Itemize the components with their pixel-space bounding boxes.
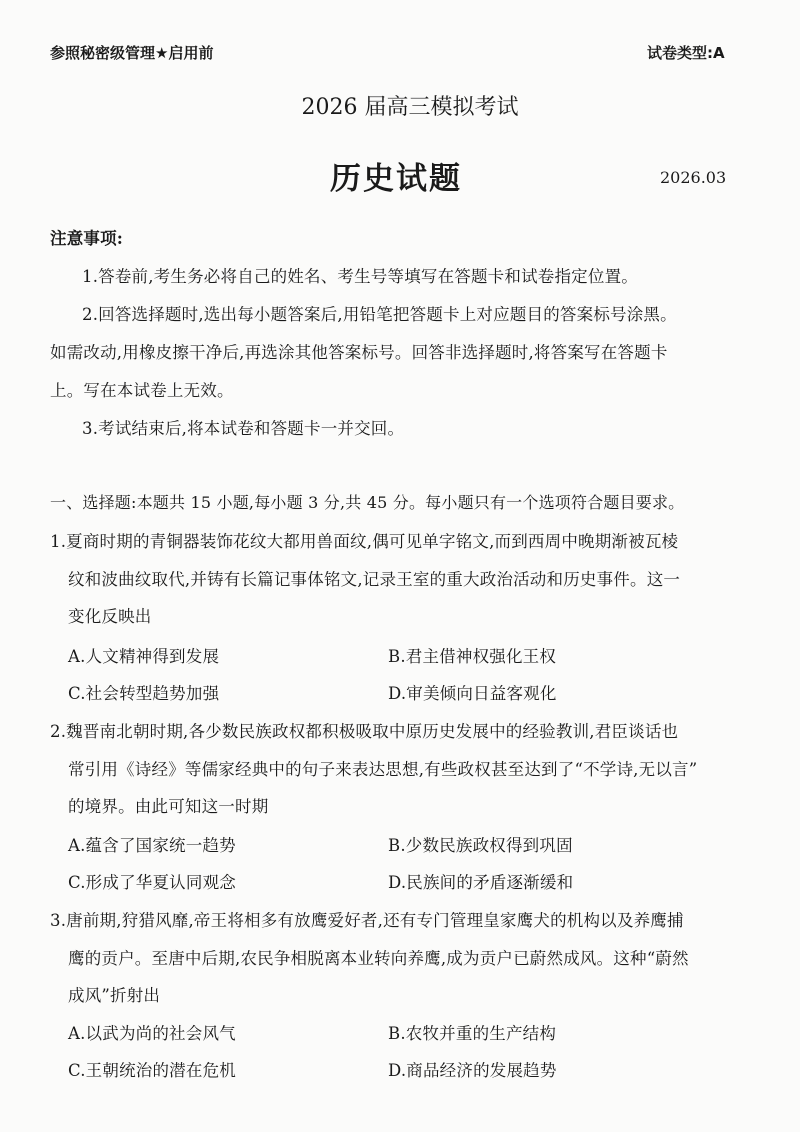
- question-stem-line: 成风”折射出: [68, 986, 161, 1005]
- option-c: C.社会转型趋势加强: [68, 684, 220, 703]
- option-d: D.商品经济的发展趋势: [388, 1061, 557, 1080]
- section-title: 一、选择题:本题共 15 小题,每小题 3 分,共 45 分。每小题只有一个选项符合题目要求。: [50, 493, 685, 512]
- notes-heading: 注意事项:: [50, 229, 124, 248]
- subject-title: 历史试题: [330, 161, 462, 197]
- exam-date: 2026.03: [660, 168, 727, 187]
- exam-name: 2026 届高三模拟考试: [301, 95, 519, 120]
- option-c: C.形成了华夏认同观念: [68, 873, 236, 892]
- note-line: 1.答卷前,考生务必将自己的姓名、考生号等填写在答题卡和试卷指定位置。: [82, 267, 638, 286]
- option-b: B.少数民族政权得到巩固: [388, 836, 573, 855]
- option-b: B.君主借神权强化王权: [388, 647, 557, 666]
- confidential-label: 参照秘密级管理★启用前: [50, 44, 214, 62]
- note-line: 上。写在本试卷上无效。: [50, 381, 234, 400]
- paper-type-label: 试卷类型:A: [647, 44, 725, 62]
- option-c: C.王朝统治的潜在危机: [68, 1061, 236, 1080]
- option-d: D.审美倾向日益客观化: [388, 684, 557, 703]
- question-stem-line: 变化反映出: [68, 607, 152, 626]
- note-line: 3.考试结束后,将本试卷和答题卡一并交回。: [82, 419, 405, 438]
- option-d: D.民族间的矛盾逐渐缓和: [388, 873, 574, 892]
- option-a: A.人文精神得到发展: [68, 647, 220, 666]
- option-a: A.蕴含了国家统一趋势: [68, 836, 236, 855]
- option-a: A.以武为尚的社会风气: [68, 1024, 236, 1043]
- question-stem-line: 常引用《诗经》等儒家经典中的句子来表达思想,有些政权甚至达到了“不学诗,无以言”: [68, 760, 698, 779]
- question-stem-line: 2.魏晋南北朝时期,各少数民族政权都积极吸取中原历史发展中的经验教训,君臣谈话也: [50, 722, 679, 741]
- question-stem-line: 纹和波曲纹取代,并铸有长篇记事体铭文,记录王室的重大政治活动和历史事件。这一: [68, 570, 681, 589]
- note-line: 如需改动,用橡皮擦干净后,再选涂其他答案标号。回答非选择题时,将答案写在答题卡: [50, 343, 668, 362]
- question-stem-line: 3.唐前期,狩猎风靡,帝王将相多有放鹰爱好者,还有专门管理皇家鹰犬的机构以及养鹰捕: [50, 911, 684, 930]
- note-line: 2.回答选择题时,选出每小题答案后,用铅笔把答题卡上对应题目的答案标号涂黑。: [82, 305, 677, 324]
- option-b: B.农牧并重的生产结构: [388, 1024, 557, 1043]
- question-stem-line: 鹰的贡户。至唐中后期,农民争相脱离本业转向养鹰,成为贡户已蔚然成风。这种“蔚然: [68, 949, 689, 968]
- question-stem-line: 的境界。由此可知这一时期: [68, 797, 269, 816]
- question-stem-line: 1.夏商时期的青铜器装饰花纹大都用兽面纹,偶可见单字铭文,而到西周中晚期渐被瓦棱: [50, 532, 679, 551]
